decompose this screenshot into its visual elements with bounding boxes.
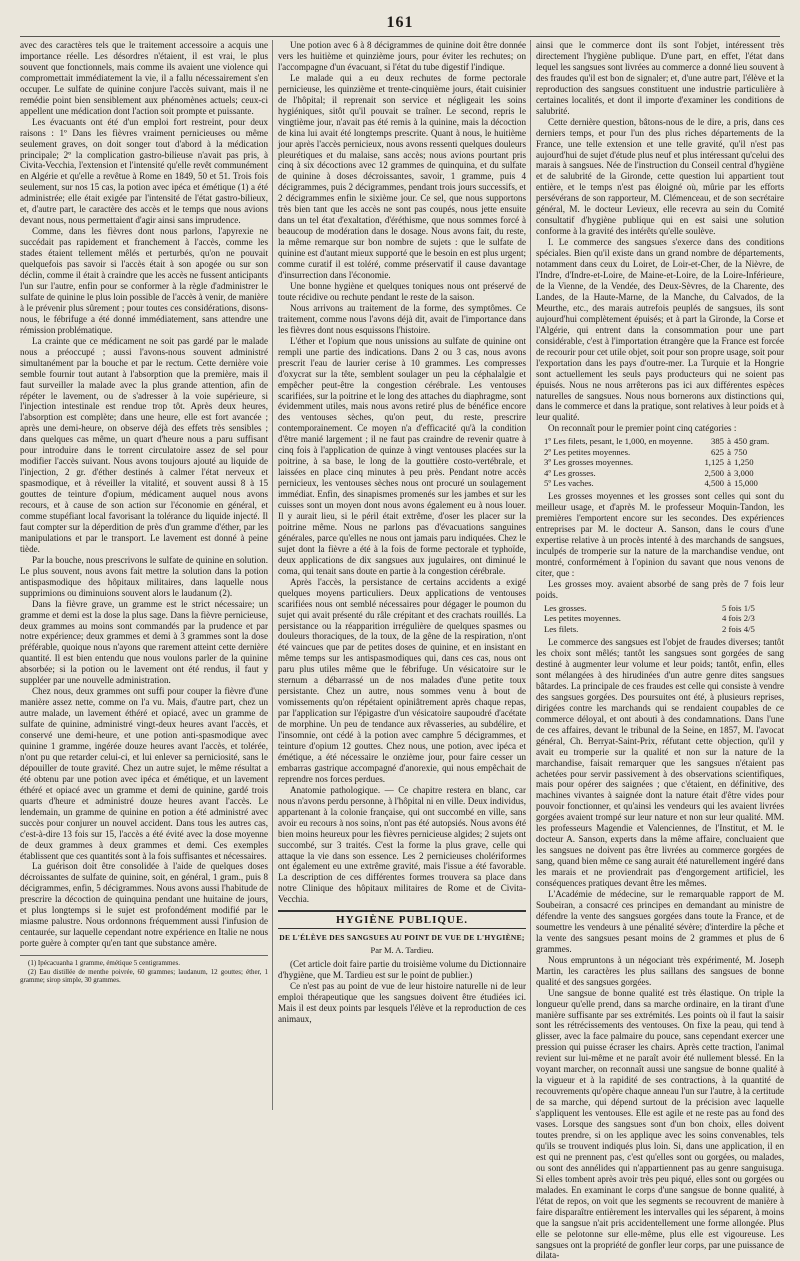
paragraph: Le commerce des sangsues est l'objet de fraudes diverses; tantôt les choix sont mêlés; tantôt les sangsues sont gorgées de sang destiné à augmenter leur volume et leur poids; tantôt, enfin, elles sont mélangées à des hirudinées d'un autre genre dites sangsues bâtardes. La principale de ces fraudes est celle qui consiste à vendre des sangsues gorgées. Des poursuites ont été, à plusieurs reprises, dirigées contre les marchands qui se rendaient coupables de ce commerce déloyal, et ont abouti à des condamnations. Dans l'une de ces affaires, devant le tribunal de la Seine, en 1857, M. l'avocat général, Ch. Berryat-Saint-Prix, réfutant cette objection, qu'il y avait eu tromperie sur la qualité et non sur la nature de la marchandise, faisait remarquer que les sangsues n'étaient pas achetées pour servir passivement à des observations scientifiques, mais pour opérer des saignées ; que c'étaient, en définitive, des machines vivantes à saignée dont la nature était d'être vides pour pouvoir fonctionner, et qu'ainsi les vendeurs qui les avaient livrées gorgées avaient trompé sur leur nature et non sur leur qualité. MM. les professeurs Magendie et Valenciennes, de l'Institut, et M. le docteur A. Sanson, experts dans la même affaire, concluaient que les sangsues ne doivent pas être livrées au commerce gorgées de sang, quand bien même ce sang aurait été naturellement ingéré dans les marais et ne proviendrait pas d'engorgement artificiel, les conséquences pratiques devant être les mêmes. xyxy=(536,637,784,889)
paragraph: Anatomie pathologique. — Ce chapitre restera en blanc, car nous n'avons perdu personne, à l'hôpital ni en ville. Deux individus, appartenant à la colonie française, qui ont succombé en ville, sans avoir eu recours à nos soins, n'ont pas été autopsiés. Nous avons été bien moins heureux pour les fièvres pernicieuse algides; 2 sujets ont succombé, sur 3 traités. C'est la forme la plus grave, celle qui attaque la vie dans son essence. Les 2 pernicieuses cholériformes ont également eu une extrême gravité, mais l'issue a été favorable. La description de ces différentes formes trouvera sa place dans notre Clinique des hôpitaux militaires de Rome et de Civita-Vecchia. xyxy=(278,784,526,905)
paragraph: I. Le commerce des sangsues s'exerce dans des conditions spéciales. Bien qu'il existe dans un grand nombre de départements, notamment dans ceux du Loiret, de Loir-et-Cher, de la Nièvre, de l'Indre, d'Indre-et-Loire, de Maine-et-Loire, de la Loire-Inférieure, de la Vienne, de la Vendée, des Deux-Sèvres, de la Charente, des Landes, de la Haute-Marne, de la Manche, du Calvados, de la Meurthe, etc., des marais autrefois peuplés de sangsues, ils sont aujourd'hui complètement épuisés; et à part la Gironde, la Corse et l'Algérie, qui entrent dans la consommation pour une part considérable, c'est à l'importation étrangère que la France est forcée de recourir pour cet utile objet, soit pour son propre usage, soit pour l'exportation dans les pays d'outre-mer. La Turquie et la Hongrie sont actuellement les seuls pays producteurs qui ne soient pas épuisés. Nous ne nous arrêterons pas ici aux différentes espèces naturelles de sangsues. Nous nous bornerons aux distinctions qui, dans le commerce et dans la pratique, sont relatives à leur poids et à leur qualité. xyxy=(536,237,784,423)
paragraph: Dans la fièvre grave, un gramme est le strict nécessaire; un gramme et demi est la dose la plus sage. Dans la fièvre pernicieuse, deux grammes au moins sont commandés par la prudence et par notre expérience; deux grammes et demi à 3 grammes sont la dose préférable, quoique nous n'ayons que rarement atteint cette dernière quantité. Il est bien entendu que nous voulons parler de la quinine absorbée; si la potion ou le lavement ont été rendus, il faut y suppléer par une nouvelle administration. xyxy=(20,598,268,686)
table-cell: à xyxy=(727,457,731,468)
table-cell: 750 xyxy=(734,446,748,457)
table-row xyxy=(544,603,784,613)
table-cell: à xyxy=(727,477,731,488)
paragraph: avec des caractères tels que le traitement accessoire a acquis une importance réelle. Les désordres n'étaient, il est vrai, le plus souvent que fonctionnels, mais comme ils avaient une violence qui compromettait immédiatement la vie, il a fallu nécessairement s'en occuper. Le sulfate de quinine conjure l'accès suivant, mais il ne remédie point bien sensiblement aux phénomènes actuels; ceux-ci appellent une médication dont l'action soit prompte et puissante. xyxy=(20,40,268,116)
column-right xyxy=(536,40,784,1261)
article-note: (Cet article doit faire partie du troisième volume du Dictionnaire d'hygiène, que M. Tardieu est sur le point de publier.) xyxy=(278,959,526,981)
column-divider xyxy=(272,40,273,1110)
table-cell: 1,250 xyxy=(734,457,754,468)
absorption-table xyxy=(544,603,784,634)
paragraph: L'Académie de médecine, sur le remarquable rapport de M. Soubeiran, a consacré ces principes en demandant au ministre de défendre la vente des sangsues gorgées dans toute la France, et de soumettre les vendeurs à une pénalité sévère; d'interdire la pêche et la vente des sangsues pesant moins de 2 grammes et plus de 6 grammes. xyxy=(536,889,784,954)
paragraph: Une potion avec 6 à 8 décigrammes de quinine doit être donnée vers les huitième et quinzième jours, pour éviter les rechutes; on l'accompagne d'un évacuant, si l'état du tube digestif l'indique. xyxy=(278,40,526,72)
paragraph: La guérison doit être consolidée à l'aide de quelques doses décroissantes de sulfate de quinine, soit, en général, 1 gram., puis 8 décigrammes, enfin, 5 décigrammes. Nous avons aussi l'habitude de prescrire la décoction de quinquina pendant une huitaine de jours, et plus longtemps si le sujet est profondément modifié par le miasme palustre. Nous ordonnons fréquemment aussi l'infusion de centaurée, sur laquelle cependant notre expérience en Italie ne nous porte guère à compter qu'en tant que substance amère. xyxy=(20,861,268,949)
table-cell: à xyxy=(727,436,731,447)
paragraph: Ce n'est pas au point de vue de leur histoire naturelle ni de leur emploi thérapeutique que les sangsues doivent être étudiées ici. Mais il est deux points par lesquels l'élève et la reproduction de ces animaux, xyxy=(278,981,526,1024)
paragraph: Le malade qui a eu deux rechutes de forme pectorale pernicieuse, les quinzième et trente-cinquième jours, était cuisinier de l'hôpital; il reprenait son service et négligeait les soins hygiéniques, sitôt qu'il pouvait se traîner. Le second, repris le vingtième jour, n'avait pas été remis à la quinine, mais la décoction de kina lui avait été longtemps prescrite. Quant à nous, le huitième jour après l'accès pernicieux, nous avons ressenti quelques douleurs pleurétiques et du malaise, sans accès; nous avions pourtant pris cinq à six décoctions avec 12 grammes de quinquina, et du sulfate de quinine à doses décroissantes, savoir, 1 gramme, puis 4 décigrammes, puis 2 décigrammes, pendant trois jours successifs, et 2 décigrammes enfin le sixième jour. Ce sel, que nous supportons très bien tant que les accès ne sont pas coupés, nous jette ensuite dans un tel état d'exaltation, d'éréthisme, que nous sommes forcé à beaucoup de modération dans le dosage. Nous avons fait, du reste, la même remarque sur bon nombre de sujets : que le sulfate de quinine est d'autant mieux supporté que le besoin en est plus urgent; comme curatif il est toléré, comme préservatif il cause davantage d'insurrection dans l'économie. xyxy=(278,72,526,281)
footnote: (2) Eau distillée de menthe poivrée, 60 grammes; laudanum, 12 gouttes; éther, 1 gramme; sirop simple, 30 grammes. xyxy=(20,967,268,985)
leech-category-table xyxy=(544,436,784,488)
table-row xyxy=(544,468,784,478)
table-cell: 1º Les filets, pesant, le 1,000, en moyenne. xyxy=(544,436,693,447)
column-left xyxy=(20,40,268,1100)
table-cell: Les petites moyennes. xyxy=(544,613,621,624)
paragraph: Chez nous, deux grammes ont suffi pour couper la fièvre d'une manière assez nette, comme on l'a vu. Mais, d'autre part, chez un autre malade, un lavement éthéré et opiacé, avec un gramme de sulfate de quinine, administré vingt-deux heures avant l'accès, et conservé une demi-heure, et une potion anti-spasmodique avec quinine 1 gramme, ingérée douze heures avant l'accès, et tolérée, n'ont pu que retarder celui-ci, et lui enlever sa perniciosité, sans le dépouiller de toute gravité. Chez un autre sujet, le même résultat a été obtenu par une potion avec ipéca et émétique, et un lavement éthéré et opiacé avec un gramme et demi de quinine, gardé trois quarts d'heure et administré douze heures avant l'accès. Le lendemain, un gramme de quinine en potion a été administré avec succès pour conjurer un nouvel accident. Dans tous les autres cas, c'est-à-dire 13 fois sur 15, l'accès a été évité avec la dose moyenne de deux grammes à deux grammes et demi. Ces exemples établissent que ces quantités sont à la fois suffisantes et nécessaires. xyxy=(20,686,268,861)
table-cell: 3º Les grosses moyennes. xyxy=(544,457,634,468)
article-title: DE L'ÉLÈVE DES SANGSUES AU POINT DE VUE DE L'HYGIÈNE; xyxy=(279,933,525,943)
column-divider xyxy=(530,40,531,1110)
paragraph: Les évacuants ont été d'un emploi fort restreint, pour deux raisons : 1º Dans les fièvres vraiment pernicieuses ou même seulement graves, on doit songer tout d'abord à la médication principale; 2º la complication gastro-bilieuse n'avait pas pris, à Civita-Vecchia, l'extension et l'intensité qu'elle revêt communément en Algérie et qu'elle a revêtue à Rome en 1849, 50 et 51. Trois fois seulement, sur nos 15 cas, la potion avec ipéca et émétique (1) a été administrée; elle était exigée par l'intensité de l'état gastro-bilieux, et, d'autre part, le caractère des accès et le temps que nous avions devant nous, nous permettaient d'agir ainsi sans imprudence. xyxy=(20,116,268,226)
table-cell: 1,125 xyxy=(704,457,724,468)
table-cell: 5 fois 1/5 xyxy=(722,602,755,613)
paragraph: L'éther et l'opium que nous unissions au sulfate de quinine ont rempli une partie des indications. Dans 2 ou 3 cas, nous avons prescrit l'eau de laurier cerise à 10 grammes. Les compresses d'oxycrat sur la tête, semblent soulager un peu la céphalalgie et empêcher peut-être la congestion cérébrale. Les ventouses scarifiées, sur la poitrine et le long des attaches du diaphragme, sont évidemment utiles, mais nous avons retiré plus de bénéfice encore des ventouses sèches, qu'on peut, du reste, prescrire contemporainement. Ce moyen n'a d'efficacité qu'à la condition d'être manié largement ; il ne faut pas craindre de revenir quatre à cinq fois à l'application de quinze à vingt ventouses placées sur la poitrine, à sa base, le long de la gouttière costo-vertébrale, et laissées en place cinq minutes à peu près. Pendant notre accès pernicieux, les ventouses sèches nous ont procuré un soulagement immédiat. Enfin, des sinapismes promenés sur les jambes et sur les cuisses sont un moyen dont nous avons également eu à nous louer. Il y aurait lieu, si le péril était extrême, d'oser les placer sur la poitrine même. Nous ne parlons pas d'évacuations sanguines générales, parce qu'elles ne nous ont jamais paru indiquées. Chez le sujet dont la fièvre a été à la fois de forme pectorale et typhoïde, deux applications de dix sangsues aux jugulaires, ont diminué le coma, qui tenait sans doute en partie à la congestion cérébrale. xyxy=(278,335,526,576)
paragraph: Une bonne hygiène et quelques toniques nous ont préservé de toute récidive ou rechute pendant le reste de la saison. xyxy=(278,280,526,302)
table-cell: 2 fois 4/5 xyxy=(722,623,755,634)
table-cell: 2,500 xyxy=(704,467,724,478)
table-cell: Les filets. xyxy=(544,623,579,634)
paragraph: Par la bouche, nous prescrivons le sulfate de quinine en solution. Le plus souvent, nous avons fait mettre la solution dans la potion antispasmodique des hôpitaux militaires, dans laquelle nous supprimions ou diminuions souvent alors le laudanum (2). xyxy=(20,554,268,598)
table-row xyxy=(544,436,784,446)
table-cell: 5º Les vaches. xyxy=(544,477,594,488)
section-title: HYGIÈNE PUBLIQUE. xyxy=(336,914,468,927)
table-cell: 4,500 xyxy=(704,477,724,488)
table-row xyxy=(544,447,784,457)
paragraph: Nous empruntons à un négociant très expérimenté, M. Joseph Martin, les caractères les plus saillans des sangsues de bonne qualité et des sangsues gorgées. xyxy=(536,954,784,987)
paragraph: Une sangsue de bonne qualité est très élastique. On triple la longueur qu'elle prend, dans sa marche ordinaire, en la tirant d'une manière suffisante par ses extrémités. Les points où il faut la saisir sont les rétrécissements des ventouses. On fixe la peau, qui tend à glisser, avec la face palmaire du pouce, sans cependant exercer une pression qui puisse écraser les chairs. Après cette traction, l'animal revient sur lui-même et ne paraît avoir été nullement blessé. En la voyant marcher, on reconnaît aussi une sangsue de bonne qualité à la vigueur et à la rapidité de ses contractions, à la quantité de recouvrements qu'opère chaque anneau l'un sur l'autre, à la certitude de sa marche, qui dépend surtout de la précision avec laquelle s'appliquent les ventouses. Elle est agile et ne reste pas au fond des vases. Lorsque des sangsues sont d'un bon choix, elles doivent toutes prendre, si on les applique avec les soins convenables, tels qu'ils se trouvent indiqués plus loin. Si, dans une application, il en est qui ne prennent pas, c'est qu'elles sont ou gorgées, ou malades, ou sont des annélides qui n'appartiennent pas au genre sanguisuga. Si elles tombent après avoir très peu piqué, elles sont ou gorgées ou malades. En examinant le corps d'une sangsue de bonne qualité, à l'état de repos, on voit que les segments se recouvrent de manière à faire disparaître entièrement les intervalles qui les séparent, à moins que la sangsue n'ait pris accidentellement une forme allongée. Plus elle se pelotonne sur elle-même, plus elle est vigoureuse. Les sangsues ont la propriété de gonfler leur corps, par une puissance de dilata- xyxy=(536,987,784,1261)
table-row xyxy=(544,624,784,634)
paragraph: La crainte que ce médicament ne soit pas gardé par le malade nous a préoccupé ; aussi l'avons-nous souvent administré simultanément par la bouche et par le rectum. Cette dernière voie semble fournir tout autant à l'absorption que la première, mais il faut surveiller la malade avec la plus grande attention, afin de répéter le lavement, ou de s'adresser à la voie supérieure, si l'injection intestinale est rendue trop tôt. Après deux heures, l'absorption est complète; dans une heure, elle est fort avancée ; après une demi-heure, on observe déjà des effets très sensibles ; dans quelques cas même, un quart d'heure nous a paru suffisant pour introduire dans le torrent circulatoire assez de sel pour modifier l'accès suivant. Nous avons toujours ajouté au liquide de l'injection, 2 gr. d'éther destinés à calmer l'état nerveux et spasmodique, et à réveiller la vitalité, et souvent aussi 8 à 15 gouttes de teinture d'opium, médicament auquel nous avons recours, et à cause de son action sur l'économie en général, et comme stupéfiant local favorisant la tolérance du liquide injecté. Il faut compter sur la déperdition de près d'un gramme d'éther, par les manipulations et par le transport. Le lavement est donné à peine tiède. xyxy=(20,335,268,554)
table-intro: On reconnaît pour le premier point cinq catégories : xyxy=(548,423,737,434)
paragraph: Nous arrivons au traitement de la forme, des symptômes. Ce traitement, comme nous l'avons déjà dit, avait de l'importance dans les fièvres dont nous esquissons l'histoire. xyxy=(278,302,526,335)
paragraph: Les grosses moyennes et les grosses sont celles qui sont du meilleur usage, et d'après M. le professeur Moquin-Tandon, les premières l'emportent encore sur les secondes. Des expériences entreprises par M. le docteur A. Sanson, dans le cours d'une expertise relative à un procès intenté à des marchands de sangsues, inculpés de tromperie sur la nature de la marchandise vendue, ont montré, conformément à l'opinion du savant que nous venons de citer, que : xyxy=(536,491,784,579)
table-cell: 450 gram. xyxy=(734,436,770,447)
paragraph: Comme, dans les fièvres dont nous parlons, l'apyrexie ne succédait pas rapidement et franchement à l'accès, comme les stades étaient tellement mêlés et perturbés, qu'on ne pouvait quelquefois pas savoir si l'accès était à son apogée ou sur son déclin, comme il était à craindre que les accès ne fussent anticipants l'un sur l'autre, enfin pour se conformer à la règle d'administrer le sulfate de quinine le plus loin possible de l'accès à venir, de manière à le prévenir plus sûrement ; pour toutes ces considérations, disons-nous, le fébrifuge a été donné immédiatement, sans attendre une rémission problématique. xyxy=(20,226,268,335)
table-cell: 3,000 xyxy=(734,467,754,478)
table-row xyxy=(544,613,784,623)
paragraph: Après l'accès, la persistance de certains accidents a exigé quelques moyens particuliers. Deux applications de ventouses scarifiées nous ont semblé nécessaires pour dégager le poumon du sujet qui avait présenté du râle crépitant et des crachats rouillés. La persistance ou la réapparition irrégulière de quelques spasmes ou douleurs thoraciques, de la toux, de la gêne de la respiration, n'ont été vaincues que par de petites doses de quinine, et en insistant en même temps sur les antispasmodiques qui, dans ces cas, nous ont paru plus utiles même que le fébrifuge. Un vésicatoire sur le sternum a débarrassé un de nos malades d'une petite toux persistante. Chez un autre, nous sommes venu à bout de vomissements qu'on répétaient opiniâtrement après chaque repas, par l'application sur l'épigastre d'un vésicatoire saupoudré d'acétate de morphine. Un peu de tendance aux rêvasseries, au subdélire, et l'insomnie, ont cédé à la potion avec camphre 5 décigrammes, et teinture d'opium 12 gouttes. Chez nous, une potion, avec ipéca et émétique, a été nécessaire le onzième jour, pour faire cesser un embarras gastrique accompagné d'anorexie, qui nous empêchait de reprendre nos forces perdues. xyxy=(278,576,526,784)
page-number: 161 xyxy=(386,14,414,31)
table-row xyxy=(544,478,784,488)
table-row xyxy=(544,457,784,467)
table-cell: 4 fois 2/3 xyxy=(722,613,755,624)
table-cell: 4º Les grosses. xyxy=(544,467,596,478)
table-cell: Les grosses. xyxy=(544,602,587,613)
table-cell: à xyxy=(727,467,731,478)
footnotes xyxy=(20,955,268,985)
table-cell: 2º Les petites moyennes. xyxy=(544,446,631,457)
article-author: Par M. A. Tardieu. xyxy=(370,945,434,956)
table-cell: à xyxy=(727,446,731,457)
paragraph: Cette dernière question, bâtons-nous de le dire, a pris, dans ces derniers temps, et pour l'un des plus riches départements de la France, une telle extension et une telle gravité, qu'il n'est pas aujourd'hui de sujet d'étude plus neuf et plus intéressant qu'celui des marais à sangsues. Née de l'instruction du Conseil central d'hygiène et de salubrité de la Gironde, cette question lui appartient tout entière, et le temps n'est pas éloigné où, mûrie par les efforts persévérans de son rapporteur, M. Clémenceau, et de son secrétaire général, M. le docteur Levieux, elle recevra au sein du Comité consultatif d'hygiène publique qui en est saisi une solution conforme à la gravité des intérêts qu'elle soulève. xyxy=(536,116,784,237)
table-intro: Les grosses moy. avaient absorbé de sang près de 7 fois leur poids. xyxy=(536,578,784,600)
table-cell: 625 xyxy=(710,446,724,457)
section-rule xyxy=(278,928,526,929)
footnote: (1) Ipécacuanha 1 gramme, émétique 5 centigrammes. xyxy=(28,959,180,968)
column-middle xyxy=(278,40,526,1100)
table-cell: 15,000 xyxy=(734,477,758,488)
header-rule xyxy=(20,36,780,37)
section-rule xyxy=(278,910,526,912)
paragraph: ainsi que le commerce dont ils sont l'objet, intéressent très directement l'hygiène publique. D'une part, en effet, l'état dans lequel les sangsues sont livrées au commerce a donné lieu souvent à des fraudes qu'il est bon de signaler; et, d'une autre part, l'élève et la reproduction des sangsues constituent une industrie particulière à certaines localités, et dont il importe d'examiner les conditions de salubrité. xyxy=(536,40,784,116)
table-cell: 385 xyxy=(710,436,724,447)
